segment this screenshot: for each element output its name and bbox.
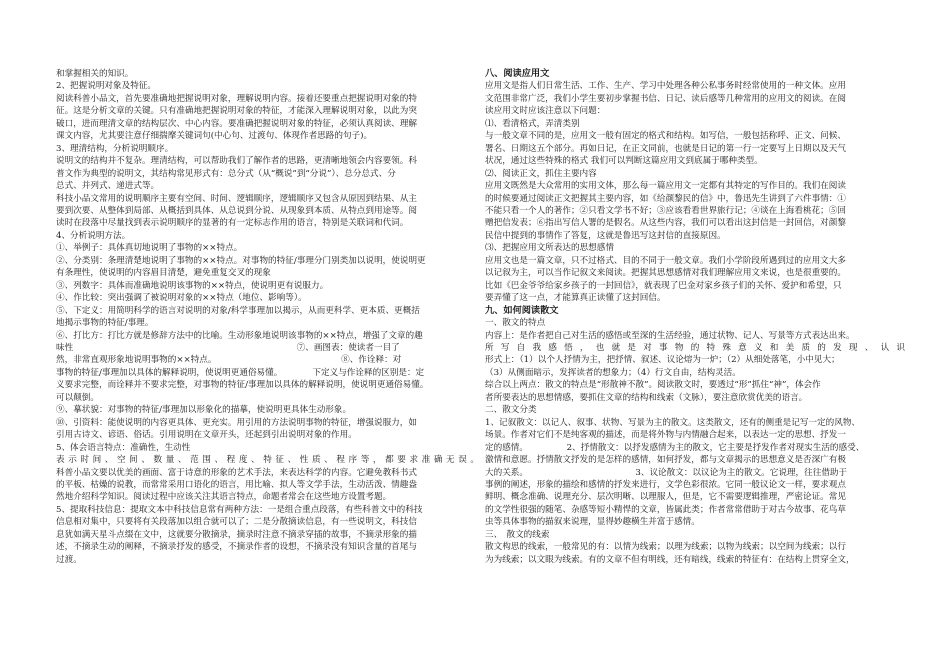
- right-line: 的文学性很强的随笔、杂感等短小精悍的文章，皆属此类；作者常常借助于对古今故事、花鸟草: [485, 504, 846, 515]
- left-line: 阅读科普小品文，首先要准确地把握说明对象，理解说明内容。接着还要重点把握说明对象的特: [56, 93, 417, 104]
- left-line: 破口，进而理清文章的结构层次、中心内容。要准确把握说明对象的特征，必须认真阅读、理解: [56, 118, 417, 129]
- left-line: 可以颠倒。: [56, 392, 99, 403]
- right-line: 的时候要通过阅读正文把握其主要内容，如《给颜黎民的信》中，鲁迅先生讲到了六件事情：①: [485, 193, 846, 204]
- left-line: ⑨、摹状貌：对事物的特征/事理加以形象化的描摹，使说明更具体生动形象。: [56, 405, 352, 416]
- left-line: 表示时间、空间、数量、范围、程度、特征、性质、程序等，都要求准确无误。: [56, 455, 479, 466]
- right-line: 内容上：是作者把自己对生活的感悟或至深的生活经验，通过状物、记人、写景等方式表达出来。: [485, 330, 855, 341]
- right-line: 大的关系。 3、议论散文：以议论为主的散文。它说理，往往借助于: [485, 467, 848, 478]
- right-line: 定的感情。 2、抒情散文：以抒发感情为主的散文，它主要是抒发作者对现实生活的感受、: [485, 442, 865, 453]
- right-line: 综合以上两点：散文的特点是“形散神不散”。阅读散文时，要透过“形”抓住“神”，体会作: [485, 380, 821, 391]
- right-line: 要弄懂了这一点，才能算真正读懂了这封回信。: [485, 293, 666, 304]
- right-line: 比如《巴金爷爷给家乡孩子的一封回信》，就表现了巴金对家乡孩子们的关怀、爱护和希望，只: [485, 280, 842, 291]
- left-line: ③、列数字：具体而准确地说明该事物的××特点，使说明更有说服力。: [56, 280, 329, 291]
- right-line: 应用文既然是大众常用的实用文体，那么每一篇应用文一定都有其特定的写作目的。我们在阅读: [485, 181, 846, 192]
- right-line: 读应用文时应该注意以下问题：: [485, 106, 606, 117]
- right-line: ⑴、看清格式，弄清类别: [485, 118, 580, 129]
- left-line: 课文内容，尤其要注意仔细揣摩关键词句(中心句、过渡句、体现作者思路的句子)。: [56, 131, 373, 142]
- left-line: 味性 ⑦、画图表：使读者一目了: [56, 342, 400, 353]
- left-line: 总式、并列式、递进式等。: [56, 181, 160, 192]
- left-line: ⑤、下定义：用简明科学的语言对说明的对象/科学事理加以揭示，从而更科学、更本质、更概括: [56, 305, 420, 316]
- right-line: 与一般文章不同的是，应用文一般有固定的格式和结构。如写信，一般包括称呼、正文、问候、: [485, 131, 846, 142]
- right-line: 状况，通过这些特殊的格式 我们可以判断这篇应用文到底属于哪种类型。: [485, 156, 763, 167]
- right-line: 形式上：（1）以个人抒情为主，把抒情、叙述、议论熔为一炉；（2）从细处落笔，小中见大；: [485, 355, 840, 366]
- right-line: 鲜明、概念准确、说理充分、层次明晰、以理服人，但是，它不需要逻辑推理，严密论证。常见: [485, 492, 846, 503]
- left-line: ①、举例子：具体真切地说明了事物的××特点。: [56, 243, 243, 254]
- left-line: ⑩、引资料：能使说明的内容更具体、更充实。用引用的方法说明事物的特征，增强说服力，如: [56, 417, 417, 428]
- left-column: [56, 68, 479, 566]
- right-column: [485, 68, 905, 566]
- left-line: 义要求完整，而诠释并不要求完整，对事物的特征/事理加以具体的解释说明，使说明更通俗易懂。: [56, 380, 429, 391]
- left-line: ②、分类别：条理清楚地说明了事物的××特点。对事物的特征/事理分门别类加以说明，使说明更: [56, 255, 426, 266]
- left-line: 信息相对集中，只要将有关段落加以组合就可以了；二是分散摘读信息，有一些说明文，科技信: [56, 517, 417, 528]
- right-line: 应用文也是一篇文章，只不过格式、目的不同于一般文章。我们小学阶段所遇到过的应用文大多: [485, 255, 846, 266]
- right-line: ⑶、把握应用文所表达的思想感情: [485, 243, 614, 254]
- right-line: 一、散文的特点: [485, 318, 546, 329]
- right-line: 八、阅读应用文: [485, 68, 550, 79]
- right-line: 场景。作者对它们不是纯客观的描述，而是将外物与内情融合起来，以表达一定的思想、抒发一: [485, 430, 846, 441]
- left-line: 事物的特征/事理加以具体的解释说明，使说明更通俗易懂。 下定义与作诠释的区别是：定: [56, 367, 425, 378]
- left-line: 息犹如满天星斗点缀在文中，这就要分散摘录，摘录时注意不摘录穿插的故事，不摘录形象的描: [56, 529, 417, 540]
- left-line: 然地介绍科学知识。阅读过程中应该关注其语言特点，命题者常会在这些地方设置考题。: [56, 492, 392, 503]
- left-line: 5、体会语言特点：准确性，生动性: [56, 442, 191, 453]
- right-line: 者所要表达的思想情感，要抓住文章的结构和线索（文脉），要注意欣赏优美的语言。: [485, 392, 808, 403]
- right-line: 虫等具体事物的描叙来说理，显得妙趣横生并富于感情。: [485, 517, 700, 528]
- right-line: 以记叙为主，可以当作记叙文来阅读。把握其思想感情对我们理解应用文来说，也是很重要的。: [485, 268, 846, 279]
- right-line: 二、散文分类: [485, 405, 537, 416]
- left-line: 普文作为典型的说明文，其结构常见形式有：总分式（从“概说”到“分说”）、总分总式、分: [56, 168, 396, 179]
- left-line: 地揭示事物的特征/事理。: [56, 318, 154, 329]
- left-line: 读时在段落中尽量找到表示说明顺序的显著的有一定标志作用的语言，特别是关联词和代词。: [56, 218, 409, 229]
- right-line: （3）从侧面暗示，发挥读者的想象力；（4）行文自由，结构灵活。: [485, 367, 741, 378]
- right-line: 事例的阐述，形象的描绘和感情的抒发来进行，文学色彩很浓。它同一般议论文一样，要求观点: [485, 479, 846, 490]
- left-line: ⑥、打比方：打比方就是修辞方法中的比喻。生动形象地说明该事物的××特点，增强了文章的趣: [56, 330, 423, 341]
- left-line: 2、把握说明对象及特征。: [56, 81, 156, 92]
- left-line: 的平板、枯燥的说教，而常常采用口语化的语言，用比喻、拟人等文学手法，生动活泼、情趣盎: [56, 479, 417, 490]
- left-line: 说明文的结构并不复杂。理清结构，可以帮助我们了解作者的思路，更清晰地领会内容要领。科: [56, 156, 417, 167]
- right-line: ⑵、阅读正文，抓住主要内容: [485, 168, 597, 179]
- left-line: 有条理性，使说明的内容眉目清楚，避免重复交叉的现象: [56, 268, 271, 279]
- right-line: 为为线索；以文眼为线索。有的文章不但有明线，还有暗线，线索的特征有：在结构上贯穿全文，: [485, 554, 855, 565]
- left-line: ④、作比较：突出强调了被说明对象的××特点（地位、影响等）。: [56, 293, 307, 304]
- right-line: 三、 散文的线索: [485, 529, 550, 540]
- right-line: 署名、日期这五个部分。再如日记，在正文同前，也就是日记的第一行一定要写上日期以及天气: [485, 143, 846, 154]
- right-line: 民信中提到的事情作了答复，这就是鲁迅写这封信的直接原因。: [485, 230, 726, 241]
- left-line: 过渡。: [56, 554, 82, 565]
- right-line: 应用文是指人们日常生活、工作、生产、学习中处理各种公私事务时经常使用的一种文体。应用: [485, 81, 846, 92]
- left-line: 和掌握相关的知识。: [56, 69, 134, 79]
- right-line: 赠把信发表；⑥指出写信人署的是假名。从这些内容，我们可以看出这封信是一封回信，对颜黎: [485, 218, 846, 229]
- left-line: 3、理清结构，分析说明顺序。: [56, 143, 174, 154]
- left-line: 科技小品文常用的说明顺序主要有空间、时间、逻辑顺序，逻辑顺序又包含从原因到结果、从主: [56, 193, 417, 204]
- left-line: 4、分析说明方法。: [56, 230, 131, 241]
- left-line: 然，非常直观形象地说明事物的××特点。 ⑧、作诠释：对: [56, 355, 402, 366]
- left-line: 征。这是分析文章的关键。只有准确地把握说明对象的特征，才能深入理解说明对象，以此为突: [56, 106, 417, 117]
- left-line: 引用古诗文、谚语、俗话。引用说明在文章开头，还起到引出说明对象的作用。: [56, 430, 357, 441]
- left-line: 述，不摘录生动的阐释，不摘录抒发的感受，不摘录作者的设想，不摘录没有知识含量的首尾与: [56, 542, 417, 553]
- right-line: 所写自我感悟，也就是对事物的特殊意义和美质的发现、认识: [485, 342, 905, 353]
- right-line: 1、记叙散文：以记人、叙事、状物、写景为主的散文。这类散文，还有的侧重是记写一定的风物、: [485, 417, 861, 428]
- right-line: 散文构思的线索，一般常见的有：以情为线索；以理为线索；以物为线索；以空间为线索；以行: [485, 542, 846, 553]
- right-line: 文范围非常广泛，我们小学生要初步掌握书信、日记、读后感等几种常用的应用文的阅读。在阅: [485, 93, 846, 104]
- left-line: 科普小品文要以优美的画面、富于诗意的形象的艺术手法，来表达科学的内容。它避免教科书式: [56, 467, 417, 478]
- right-line: 不能只看一个人的著作；②只看文学书不好；③应该看看世界旅行记；④谈在上海看桃花；⑤回: [485, 205, 846, 216]
- right-line: 激情和意愿。抒情散文抒发的是怎样的感情，如何抒发，都与文章揭示的思想意义是否深广有极: [485, 455, 846, 466]
- left-line: 要到次要、从整体到局部、从概括到具体、从总说到分说、从现象到本质、从特点到用途等。阅: [56, 205, 417, 216]
- left-line: 5、提取科技信息：提取文本中科技信息常有两种方法：一是组合重点段落，有些科普文中的科技: [56, 504, 423, 515]
- right-line: 九、如何阅读散文: [485, 304, 559, 316]
